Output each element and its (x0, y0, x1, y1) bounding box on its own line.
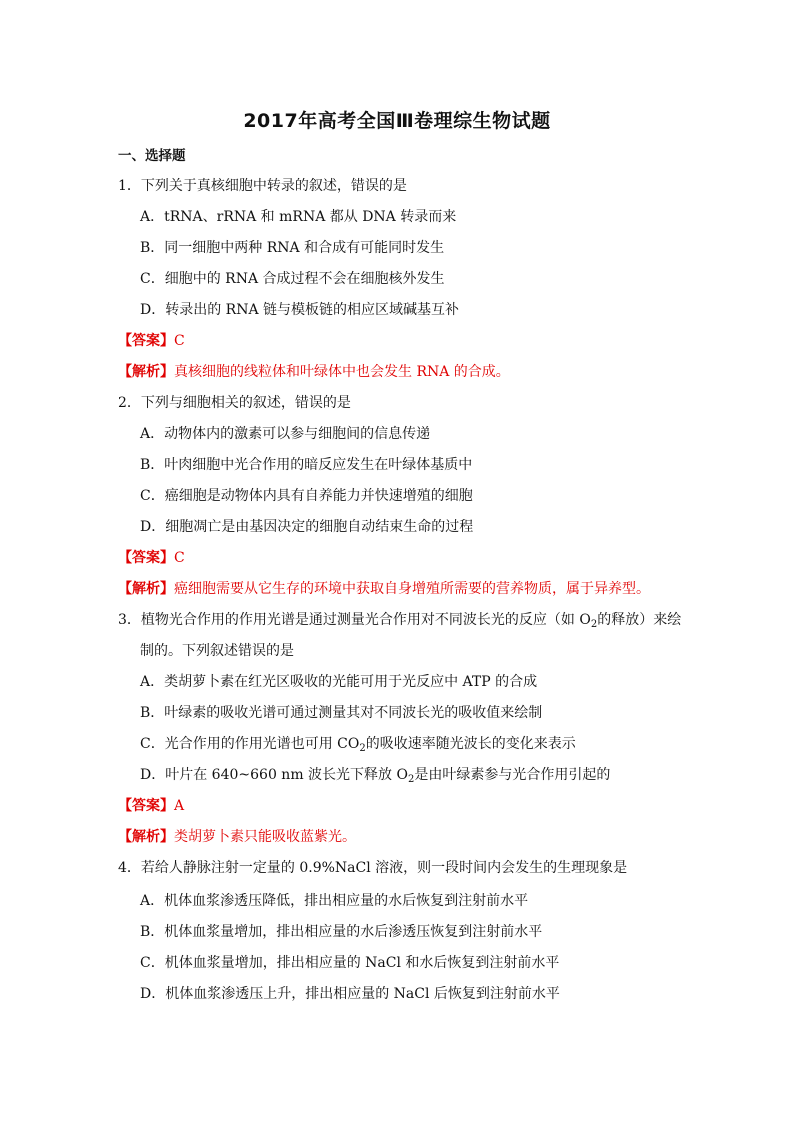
option-text-end: 是由叶绿素参与光合作用引起的 (414, 767, 611, 783)
question-1-answer (118, 331, 185, 351)
question-4-stem: 4．若给人静脉注射一定量的 0.9%NaCl 溶液，则一段时间内会发生的生理现象是 (118, 860, 628, 876)
question-1-option-c: C．细胞中的 RNA 合成过程不会在细胞核外发生 (140, 271, 445, 287)
question-2-stem: 2．下列与细胞相关的叙述，错误的是 (118, 395, 351, 411)
question-3-option-b: B．叶绿素的吸收光谱可通过测量其对不同波长光的吸收值来绘制 (140, 705, 543, 721)
subscript: 2 (407, 774, 415, 785)
question-1-stem: 1．下列关于真核细胞中转录的叙述，错误的是 (118, 178, 407, 194)
analysis-tag: 【解析】 (118, 829, 174, 845)
question-3-option-a: A．类胡萝卜素在红光区吸收的光能可用于光反应中 ATP 的合成 (140, 674, 538, 690)
option-text: C．光合作用的作用光谱也可用 CO (140, 736, 360, 752)
page-title: 2017年高考全国Ⅲ卷理综生物试题 (243, 110, 551, 132)
question-3-analysis (118, 827, 356, 847)
question-3-answer (118, 796, 184, 816)
stem-text: 3．植物光合作用的作用光谱是通过测量光合作用对不同波长光的反应（如 O (118, 612, 591, 628)
answer-tag: 【答案】 (118, 550, 174, 566)
question-4-option-a: A．机体血浆渗透压降低，排出相应量的水后恢复到注射前水平 (140, 893, 529, 909)
subscript: 2 (359, 743, 366, 754)
answer-value: C (174, 333, 185, 349)
analysis-text: 类胡萝卜素只能吸收蓝紫光。 (174, 829, 356, 845)
question-2-option-a: A．动物体内的激素可以参与细胞间的信息传递 (140, 426, 431, 442)
option-text: D．叶片在 640~660 nm 波长光下释放 O (140, 767, 408, 783)
section-heading: 一、选择题 (118, 148, 186, 164)
analysis-tag: 【解析】 (118, 581, 174, 597)
option-text-end: 的吸收速率随光波长的变化来表示 (365, 736, 576, 752)
analysis-text: 癌细胞需要从它生存的环境中获取自身增殖所需要的营养物质，属于异养型。 (174, 581, 650, 597)
question-4-option-b: B．机体血浆量增加，排出相应量的水后渗透压恢复到注射前水平 (140, 924, 543, 940)
answer-tag: 【答案】 (118, 333, 174, 349)
question-2-answer (118, 548, 185, 568)
subscript: 2 (590, 619, 598, 630)
question-2-analysis (118, 579, 650, 599)
question-3-stem (118, 610, 681, 630)
question-1-option-b: B．同一细胞中两种 RNA 和合成有可能同时发生 (140, 240, 445, 256)
question-1-option-a: A．tRNA、rRNA 和 mRNA 都从 DNA 转录而来 (140, 209, 457, 225)
question-3-option-c (140, 734, 576, 754)
question-2-option-b: B．叶肉细胞中光合作用的暗反应发生在叶绿体基质中 (140, 457, 473, 473)
question-2-option-c: C．癌细胞是动物体内具有自养能力并快速增殖的细胞 (140, 488, 473, 504)
analysis-tag: 【解析】 (118, 364, 174, 380)
question-1-analysis (118, 362, 510, 382)
analysis-text: 真核细胞的线粒体和叶绿体中也会发生 RNA 的合成。 (174, 364, 510, 380)
question-4-option-c: C．机体血浆量增加，排出相应量的 NaCl 和水后恢复到注射前水平 (140, 955, 560, 971)
answer-tag: 【答案】 (118, 798, 174, 814)
question-1-option-d: D．转录出的 RNA 链与模板链的相应区域碱基互补 (140, 302, 460, 318)
question-2-option-d: D．细胞凋亡是由基因决定的细胞自动结束生命的过程 (140, 519, 474, 535)
answer-value: A (174, 798, 185, 814)
question-4-option-d: D．机体血浆渗透压上升，排出相应量的 NaCl 后恢复到注射前水平 (140, 986, 560, 1002)
stem-text-end: 的释放）来绘 (597, 612, 682, 628)
answer-value: C (174, 550, 185, 566)
question-3-stem-continued: 制的。下列叙述错误的是 (140, 643, 294, 659)
question-3-option-d (140, 765, 610, 785)
